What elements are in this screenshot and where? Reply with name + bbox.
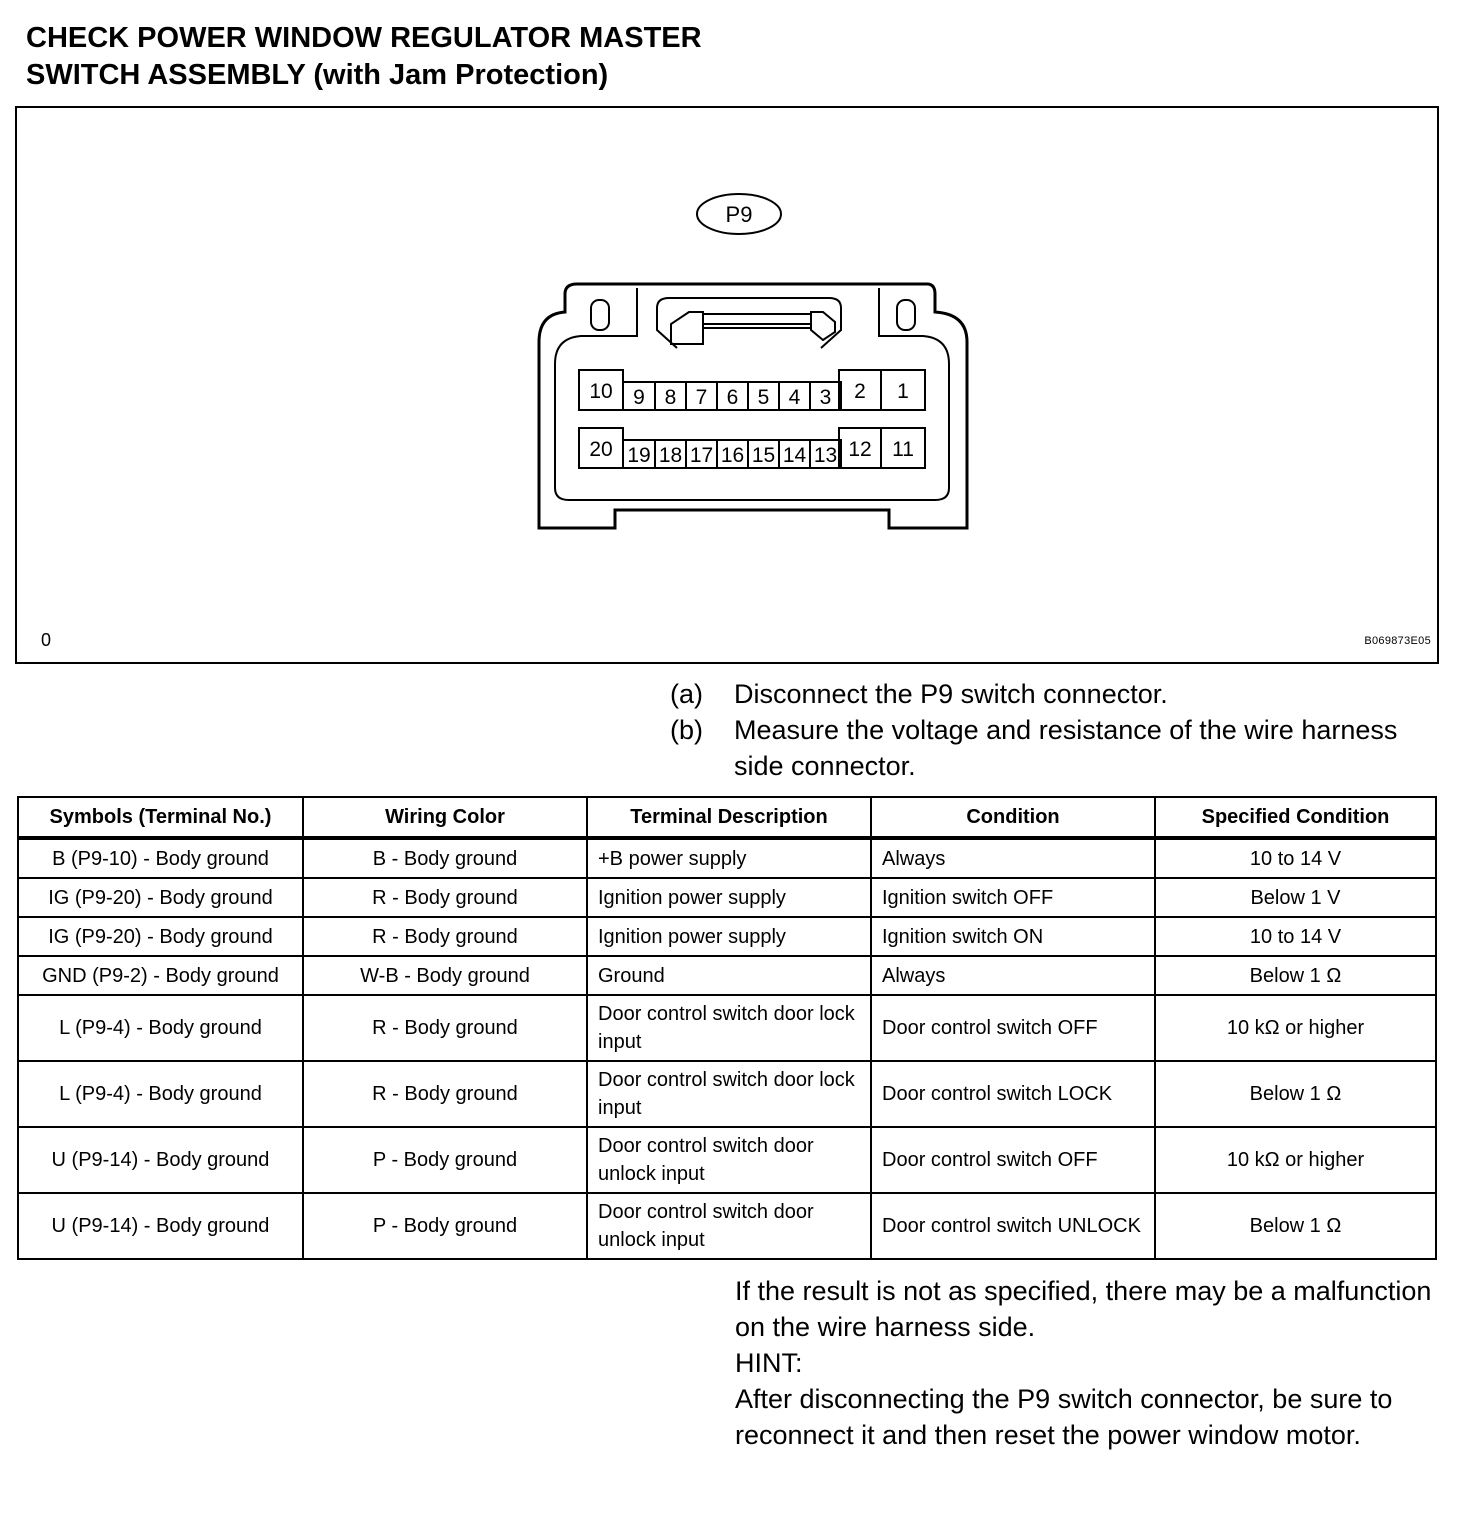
pin-label-13: 13 (813, 444, 838, 467)
cell-terminal-description: Door control switch door unlock input (587, 1127, 871, 1193)
cell-specified-condition: 10 kΩ or higher (1155, 1127, 1436, 1193)
cell-wiring-color: B - Body ground (303, 838, 587, 878)
cell-wiring-color: R - Body ground (303, 917, 587, 956)
cell-terminal-description: Door control switch door unlock input (587, 1193, 871, 1259)
pin-label-14: 14 (782, 444, 807, 467)
page-title (26, 20, 702, 94)
header-specified-condition: Specified Condition (1155, 797, 1436, 838)
cell-condition: Door control switch OFF (871, 995, 1155, 1061)
cell-wiring-color: W-B - Body ground (303, 956, 587, 995)
cell-wiring-color: R - Body ground (303, 878, 587, 917)
table-header-row (18, 797, 1436, 838)
step-a-text: Disconnect the P9 switch connector. (734, 679, 1168, 709)
cell-specified-condition: Below 1 Ω (1155, 1193, 1436, 1259)
pin-label-7: 7 (695, 386, 708, 409)
cell-terminal-description: Ignition power supply (587, 878, 871, 917)
cell-terminal-description: Door control switch door lock input (587, 995, 871, 1061)
step-b-label: (b) (670, 715, 703, 745)
cell-terminal-description: Ground (587, 956, 871, 995)
figure-corner-mark: 0 (41, 630, 52, 650)
cell-condition: Always (871, 838, 1155, 878)
lock-slot-right (897, 300, 915, 330)
center-latch-left (671, 312, 703, 344)
table-row (18, 917, 1436, 956)
cell-wiring-color: R - Body ground (303, 995, 587, 1061)
step-b-text: Measure the voltage and resistance of the wire harness side connector. (734, 715, 1398, 781)
table-row (18, 1061, 1436, 1127)
result-notes (735, 1273, 1435, 1453)
pin-label-20: 20 (589, 438, 613, 461)
header-terminal-description: Terminal Description (587, 797, 871, 838)
hint-label: HINT: (735, 1348, 803, 1378)
header-condition: Condition (871, 797, 1155, 838)
table-row (18, 878, 1436, 917)
cell-symbol: L (P9-4) - Body ground (18, 995, 303, 1061)
cell-symbol: U (P9-14) - Body ground (18, 1193, 303, 1259)
cell-symbol: GND (P9-2) - Body ground (18, 956, 303, 995)
cell-specified-condition: Below 1 Ω (1155, 956, 1436, 995)
pin-label-1: 1 (897, 380, 909, 403)
pin-label-5: 5 (757, 386, 770, 409)
cell-symbol: L (P9-4) - Body ground (18, 1061, 303, 1127)
pin-label-3: 3 (819, 386, 832, 409)
cell-symbol: U (P9-14) - Body ground (18, 1127, 303, 1193)
pin-label-11: 11 (892, 438, 914, 461)
cell-wiring-color: P - Body ground (303, 1193, 587, 1259)
connector-housing-outer (539, 284, 967, 528)
cell-wiring-color: R - Body ground (303, 1061, 587, 1127)
cell-specified-condition: 10 kΩ or higher (1155, 995, 1436, 1061)
table-row (18, 838, 1436, 878)
pin-label-2: 2 (854, 380, 866, 403)
cell-specified-condition: Below 1 Ω (1155, 1061, 1436, 1127)
pin-label-4: 4 (788, 386, 801, 409)
connector-figure (15, 106, 1439, 664)
pin-label-19: 19 (627, 444, 651, 467)
pin-label-15: 15 (751, 444, 776, 467)
header-symbols: Symbols (Terminal No.) (18, 797, 303, 838)
center-latch-bar (703, 314, 811, 328)
pin-label-10: 10 (589, 380, 613, 403)
specification-table (17, 796, 1437, 1260)
pin-row-top (579, 370, 925, 410)
pin-label-18: 18 (658, 444, 683, 467)
cell-wiring-color: P - Body ground (303, 1127, 587, 1193)
result-note: If the result is not as specified, there may be a malfunction on the wire harness side. (735, 1276, 1432, 1342)
cell-specified-condition: 10 to 14 V (1155, 838, 1436, 878)
cell-condition: Door control switch UNLOCK (871, 1193, 1155, 1259)
pin-label-8: 8 (664, 386, 677, 409)
pin-label-16: 16 (720, 444, 745, 467)
page-title-line-1: CHECK POWER WINDOW REGULATOR MASTER (26, 22, 702, 54)
procedure-steps (670, 676, 1430, 784)
illustration-code: B069873E05 (1364, 635, 1431, 647)
step-a (670, 676, 1430, 712)
cell-specified-condition: Below 1 V (1155, 878, 1436, 917)
lock-slot-left (591, 300, 609, 330)
cell-symbol: IG (P9-20) - Body ground (18, 878, 303, 917)
cell-condition: Ignition switch OFF (871, 878, 1155, 917)
cell-terminal-description: Door control switch door lock input (587, 1061, 871, 1127)
cell-condition: Ignition switch ON (871, 917, 1155, 956)
center-latch-right (811, 312, 835, 340)
header-wiring-color: Wiring Color (303, 797, 587, 838)
table-row (18, 1193, 1436, 1259)
cell-condition: Door control switch LOCK (871, 1061, 1155, 1127)
connector-label: P9 (725, 202, 753, 227)
table-row (18, 956, 1436, 995)
cell-specified-condition: 10 to 14 V (1155, 917, 1436, 956)
table-row (18, 1127, 1436, 1193)
connector-diagram (17, 108, 1437, 662)
cell-symbol: B (P9-10) - Body ground (18, 838, 303, 878)
pin-row-bottom (579, 428, 925, 468)
pin-label-12: 12 (848, 438, 872, 461)
hint-text: After disconnecting the P9 switch connector, be sure to reconnect it and then reset the power window motor. (735, 1384, 1393, 1450)
cell-symbol: IG (P9-20) - Body ground (18, 917, 303, 956)
cell-terminal-description: +B power supply (587, 838, 871, 878)
cell-terminal-description: Ignition power supply (587, 917, 871, 956)
pin-label-6: 6 (726, 386, 739, 409)
page-title-line-2: SWITCH ASSEMBLY (with Jam Protection) (26, 59, 609, 91)
cell-condition: Door control switch OFF (871, 1127, 1155, 1193)
table-row (18, 995, 1436, 1061)
step-b (670, 712, 1430, 784)
cell-condition: Always (871, 956, 1155, 995)
step-a-label: (a) (670, 679, 703, 709)
pin-label-17: 17 (689, 444, 714, 467)
pin-label-9: 9 (633, 386, 645, 409)
